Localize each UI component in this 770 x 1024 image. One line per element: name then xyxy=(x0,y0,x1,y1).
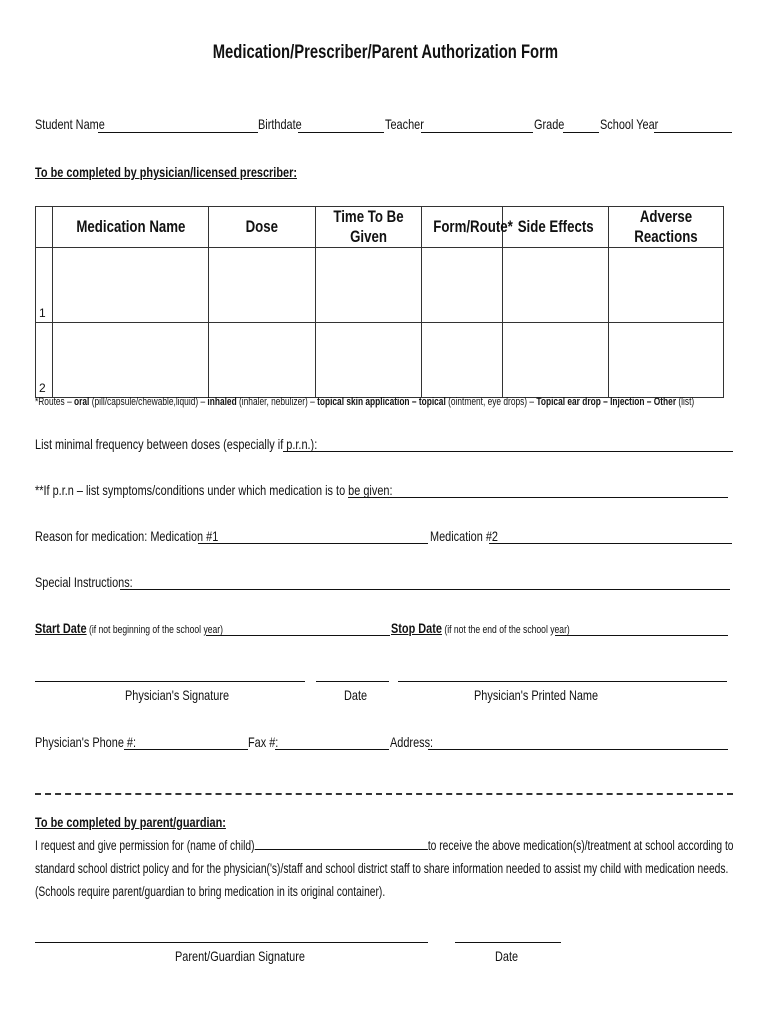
phone-field[interactable] xyxy=(124,749,248,750)
physician-date-label: Date xyxy=(344,687,368,703)
physician-date-field[interactable] xyxy=(316,681,389,682)
adverse-reactions-cell[interactable] xyxy=(609,248,724,323)
special-instructions-label: Special Instructions: xyxy=(35,574,133,590)
prn-symptoms-label: **If p.r.n – list symptoms/conditions under which medication is to be given: xyxy=(35,482,393,498)
time-cell[interactable] xyxy=(316,248,422,323)
medication-name-header: Medication Name xyxy=(53,207,209,248)
prescriber-heading: To be completed by physician/licensed prescriber: xyxy=(35,164,297,180)
time-cell[interactable] xyxy=(316,323,422,398)
medication2-reason-field[interactable] xyxy=(489,543,732,544)
parent-date-label: Date xyxy=(495,948,519,964)
child-name-field[interactable] xyxy=(255,835,428,850)
parent-heading: To be completed by parent/guardian: xyxy=(35,814,226,830)
table-row xyxy=(36,323,724,398)
birthdate-label: Birthdate xyxy=(258,116,302,132)
physician-printed-name-field[interactable] xyxy=(398,681,727,682)
medication-name-cell[interactable] xyxy=(53,248,209,323)
parent-signature-field[interactable] xyxy=(35,942,428,943)
school-year-field[interactable] xyxy=(654,132,732,133)
dose-cell[interactable] xyxy=(209,323,316,398)
row-number-header xyxy=(36,207,53,248)
address-label: Address: xyxy=(390,734,434,750)
row-number: 1 xyxy=(36,248,53,323)
special-instructions-field[interactable] xyxy=(120,589,730,590)
section-divider xyxy=(35,793,733,795)
medication-name-cell[interactable] xyxy=(53,323,209,398)
side-effects-cell[interactable] xyxy=(503,323,609,398)
parent-date-field[interactable] xyxy=(455,942,561,943)
table-row xyxy=(36,248,724,323)
routes-note: *Routes – oral (pill/capsule/chewable,liquid) – inhaled (inhaler, nebulizer) – topical skin application – topical (ointment, eye drops) – Topical ear drop – Injection – Other (list) xyxy=(35,396,695,408)
physician-signature-label: Physician's Signature xyxy=(125,687,230,703)
min-frequency-field[interactable] xyxy=(283,451,733,452)
teacher-field[interactable] xyxy=(421,132,533,133)
form-route-header: Form/Route* xyxy=(422,207,503,248)
student-name-field[interactable] xyxy=(98,132,258,133)
form-route-cell[interactable] xyxy=(422,248,503,323)
grade-field[interactable] xyxy=(563,132,599,133)
side-effects-cell[interactable] xyxy=(503,248,609,323)
birthdate-field[interactable] xyxy=(298,132,384,133)
adverse-reactions-cell[interactable] xyxy=(609,323,724,398)
physician-printed-name-label: Physician's Printed Name xyxy=(474,687,599,703)
form-title: Medication/Prescriber/Parent Authorization Form xyxy=(212,42,558,63)
start-date-field[interactable] xyxy=(206,635,390,636)
stop-date-field[interactable] xyxy=(555,635,728,636)
side-effects-header: Side Effects xyxy=(503,207,609,248)
address-field[interactable] xyxy=(428,749,728,750)
table-header-row xyxy=(36,207,724,248)
parent-consent-line3: (Schools require parent/guardian to bring medication in its original container). xyxy=(35,884,386,899)
student-name-label: Student Name xyxy=(35,116,105,132)
adverse-reactions-header: Adverse Reactions xyxy=(609,207,724,248)
phone-label: Physician's Phone #: xyxy=(35,734,137,750)
dose-header: Dose xyxy=(209,207,316,248)
prn-symptoms-field[interactable] xyxy=(348,497,728,498)
parent-signature-label: Parent/Guardian Signature xyxy=(175,948,305,964)
fax-field[interactable] xyxy=(275,749,389,750)
medication1-reason-field[interactable] xyxy=(198,543,428,544)
physician-signature-field[interactable] xyxy=(35,681,305,682)
school-year-label: School Year xyxy=(600,116,659,132)
medication2-label: Medication #2 xyxy=(430,528,498,544)
parent-consent-line1: I request and give permission for (name of child) to receive the above medication(s)/treatment at school according to xyxy=(35,834,770,857)
start-date-label: Start Date (if not beginning of the school year) xyxy=(35,620,224,636)
medication-table xyxy=(35,206,724,398)
time-to-be-given-header: Time To Be Given xyxy=(316,207,422,248)
reason-label: Reason for medication: Medication #1 xyxy=(35,528,219,544)
stop-date-label: Stop Date (if not the end of the school year) xyxy=(391,620,570,636)
form-route-cell[interactable] xyxy=(422,323,503,398)
fax-label: Fax #: xyxy=(248,734,279,750)
dose-cell[interactable] xyxy=(209,248,316,323)
row-number: 2 xyxy=(36,323,53,398)
grade-label: Grade xyxy=(534,116,565,132)
teacher-label: Teacher xyxy=(385,116,424,132)
min-frequency-label: List minimal frequency between doses (especially if p.r.n.): xyxy=(35,436,318,452)
parent-consent-line2: standard school district policy and for the physician('s)/staff and school district staff to share information needed to assist my child with medication needs. xyxy=(35,861,729,876)
